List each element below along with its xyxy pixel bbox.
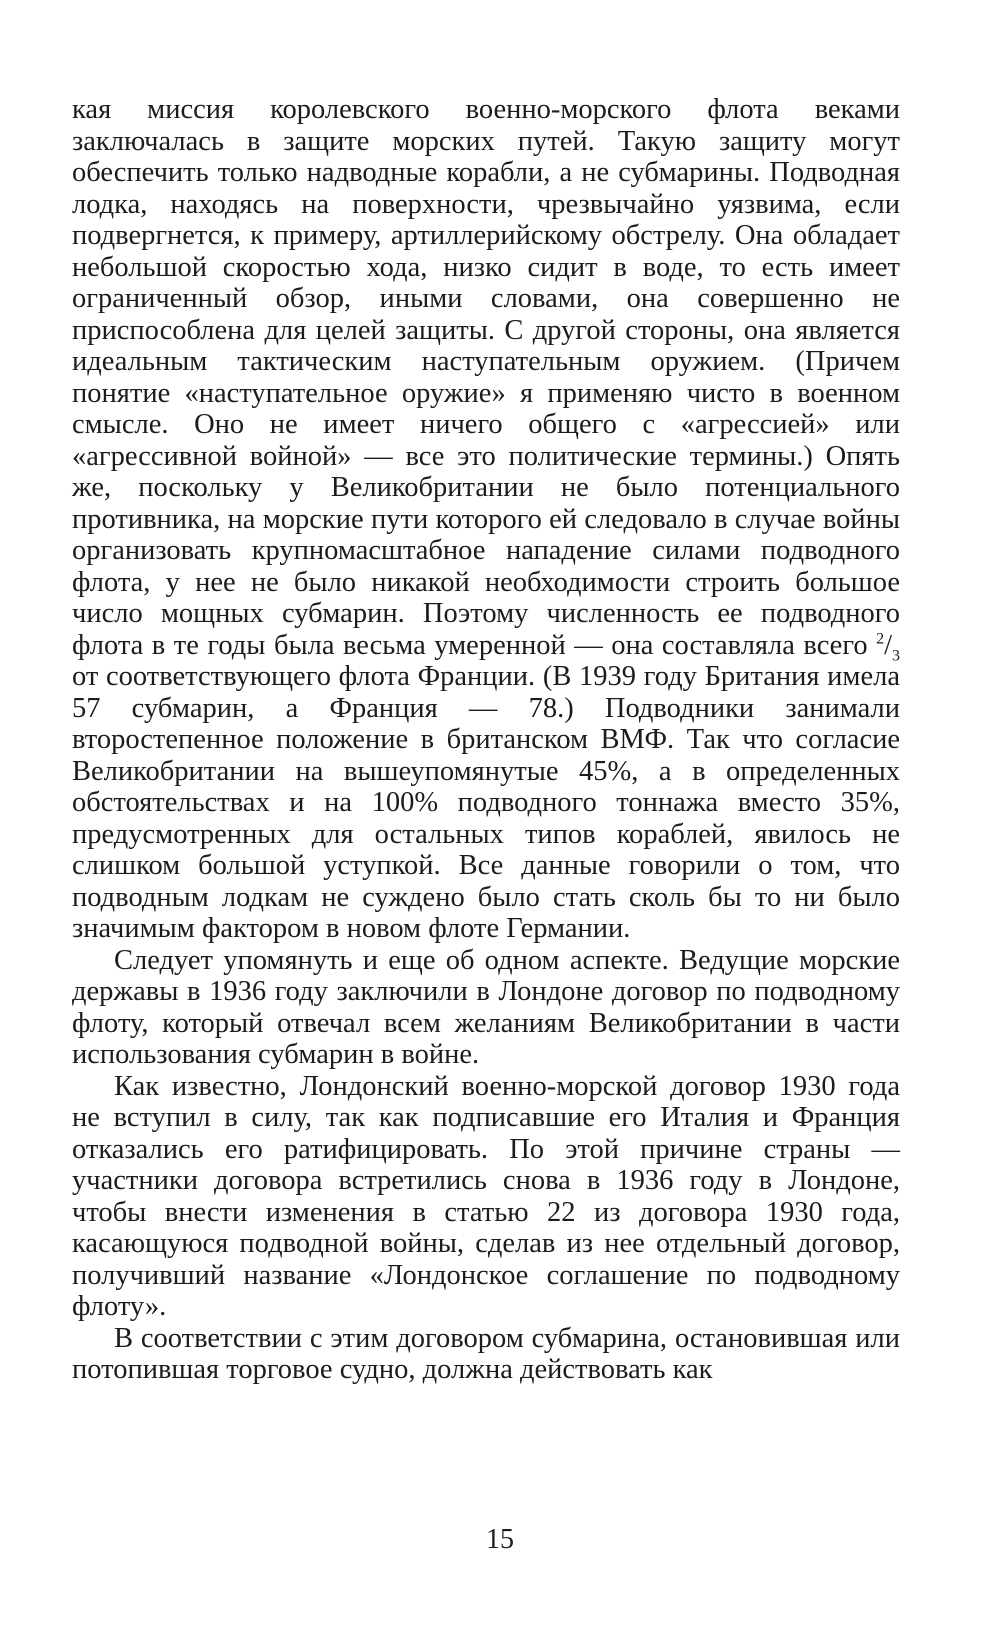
paragraph-1 bbox=[72, 94, 900, 945]
page-body bbox=[72, 94, 900, 1386]
paragraph-1-text-before: кая миссия королевского военно-морского флота веками заключалась в защите морских путей. Такую защиту могут обеспечить только надводные корабли, а не субмарины. Подводная лодка, находясь на поверхности, чрезвычайно уязвима, если подвергнется, к примеру, артиллерийскому обстрелу. Она обладает небольшой скоростью хода, низко сидит в воде, то есть имеет ограниченный обзор, иными словами, она совершенно не приспособлена для целей защиты. С другой стороны, она является идеальным тактическим наступательным оружием. (Причем понятие «наступательное оружие» я применяю чисто в военном смысле. Оно не имеет ничего общего с «агрессией» или «агрессивной войной» — все это политические термины.) Опять же, поскольку у Великобритании не было потенциального противника, на морские пути которого ей следовало в случае войны организовать крупномасштабное нападение силами подводного флота, у нее не было никакой необходимости строить большое число мощных субмарин. Поэтому численность ее подводного флота в те годы была весьма умеренной — она составляла всего bbox=[72, 94, 900, 661]
page-number: 15 bbox=[486, 1524, 514, 1555]
paragraph-1-text-after: от соответствующего флота Франции. (В 1939 году Британия имела 57 субмарин, а Франция — 78.) Подводники занимали второстепенное положение в британском ВМФ. Так что согласие Великобритании на вышеупомянутые 45%, а в определенных обстоятельствах и на 100% подводного тоннажа вместо 35%, предусмотренных для остальных типов кораблей, явилось не слишком большой уступкой. Все данные говорили о том, что подводным лодкам не суждено было стать сколь бы то ни было значимым фактором в новом флоте Германии. bbox=[72, 661, 900, 944]
paragraph-3: Как известно, Лондонский военно-морской договор 1930 года не вступил в силу, так как подписавшие его Италия и Франция отказались его ратифицировать. По этой причине страны — участники договора встретились снова в 1936 году в Лондоне, чтобы внести изменения в статью 22 из договора 1930 года, касающуюся подводной войны, сделав из нее отдельный договор, получивший название «Лондонское соглашение по подводному флоту». bbox=[72, 1070, 900, 1322]
paragraph-4: В соответствии с этим договором субмарина, остановившая или потопившая торговое судно, должна действовать как bbox=[72, 1322, 900, 1385]
fraction-denominator: 3 bbox=[892, 647, 901, 665]
paragraph-2: Следует упомянуть и еще об одном аспекте. Ведущие морские державы в 1936 году заключили в Лондоне договор по подводному флоту, который отвечал всем желаниям Великобритании в части использования субмарин в войне. bbox=[72, 944, 900, 1070]
fraction-numerator: 2 bbox=[876, 630, 885, 647]
fraction-two-thirds: $^2/_3$ bbox=[876, 629, 901, 665]
